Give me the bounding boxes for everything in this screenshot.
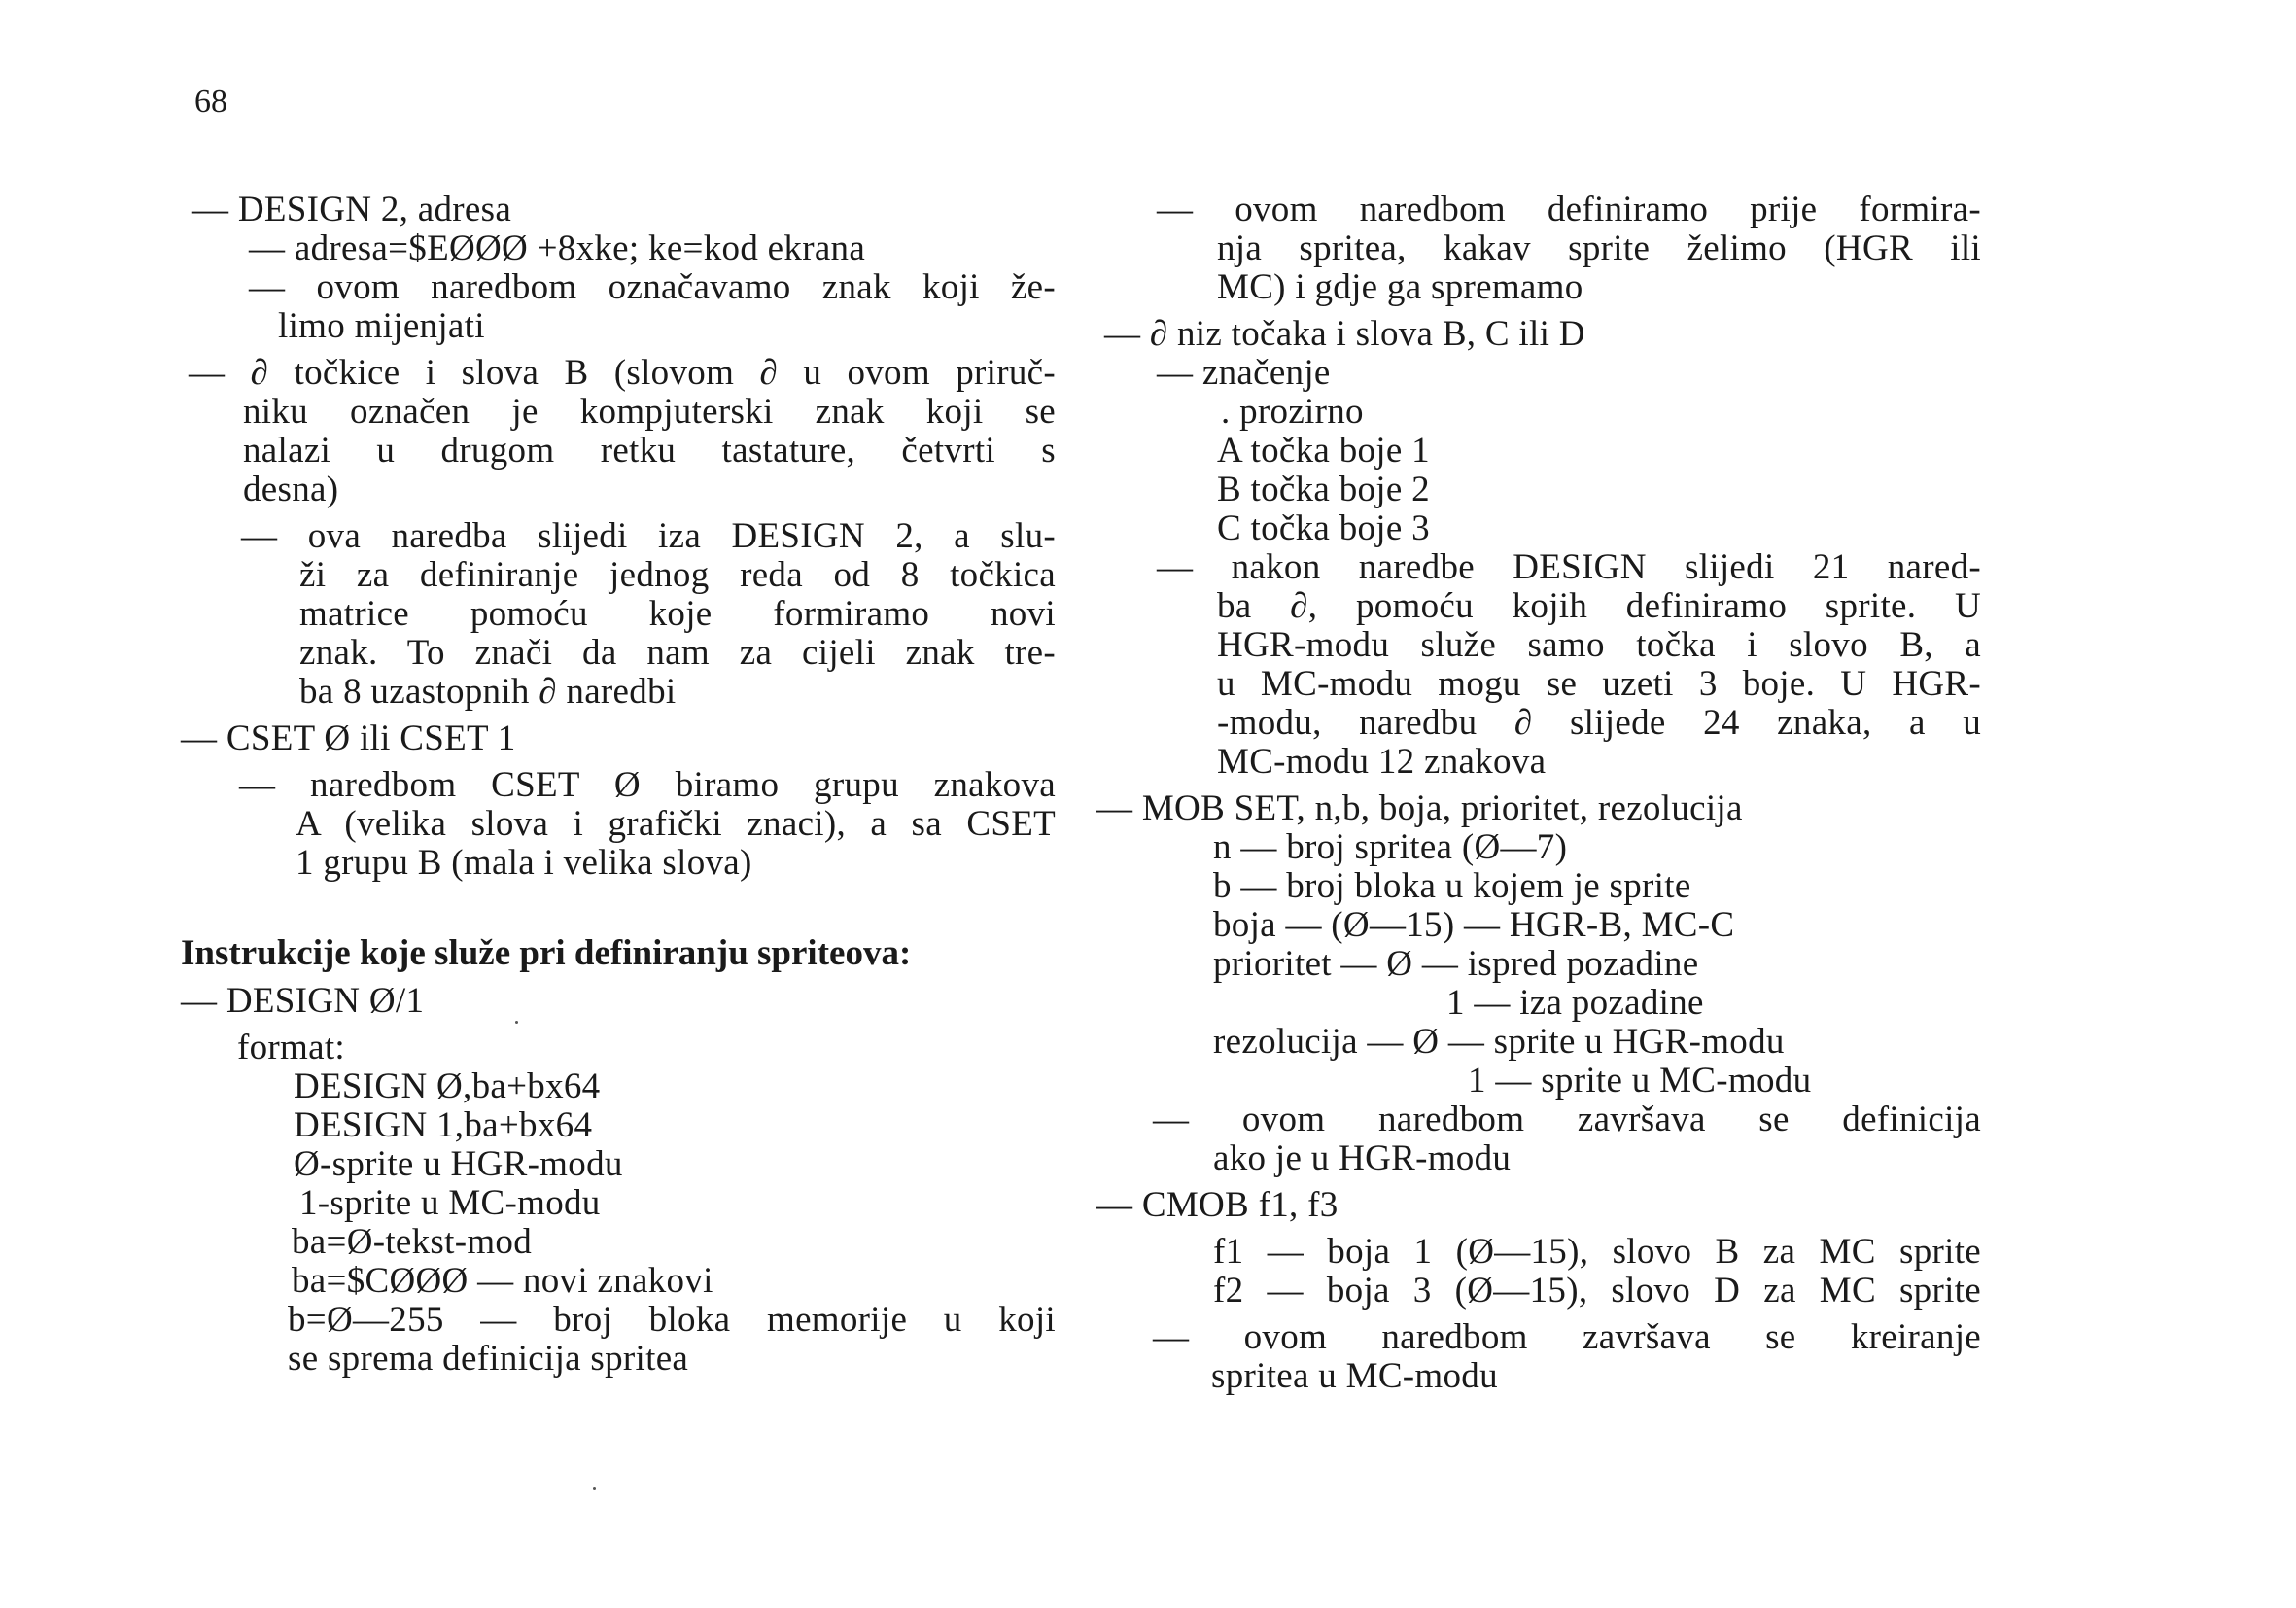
- text-line: n — broj spritea (Ø—7): [1213, 827, 1568, 867]
- text-line: nja spritea, kakav sprite želimo (HGR ili: [1217, 228, 1981, 268]
- text-line: ba=$CØØØ — novi znakovi: [292, 1261, 713, 1301]
- text-line: — ∂ točkice i slova B (slovom ∂ u ovom priruč-: [189, 353, 1056, 393]
- text-line: -modu, naredbu ∂ slijede 24 znaka, a u: [1217, 703, 1981, 743]
- text-line: 1 — sprite u MC-modu: [1468, 1061, 1812, 1101]
- text-line: ba 8 uzastopnih ∂ naredbi: [299, 672, 677, 712]
- text-line: f1 — boja 1 (Ø—15), slovo B za MC sprite: [1213, 1232, 1981, 1272]
- text-line: boja — (Ø—15) — HGR-B, MC-C: [1213, 905, 1735, 945]
- text-line: DESIGN Ø,ba+bx64: [294, 1066, 601, 1106]
- text-line: znak. To znači da nam za cijeli znak tre-: [299, 633, 1056, 673]
- text-line: nalazi u drugom retku tastature, četvrti s: [243, 431, 1056, 471]
- text-line: DESIGN 1,ba+bx64: [294, 1105, 593, 1145]
- text-line: MC-modu 12 znakova: [1217, 742, 1547, 782]
- text-line: niku označen je kompjuterski znak koji se: [243, 392, 1056, 432]
- speck: [593, 1487, 596, 1490]
- text-line: ži za definiranje jednog reda od 8 točkica: [299, 555, 1056, 595]
- text-line: — DESIGN Ø/1: [181, 981, 425, 1021]
- text-line: b — broj bloka u kojem je sprite: [1213, 866, 1691, 906]
- text-line: — ∂ niz točaka i slova B, C ili D: [1104, 314, 1585, 354]
- text-line: — MOB SET, n,b, boja, prioritet, rezolucija: [1096, 788, 1743, 828]
- text-line: Ø-sprite u HGR-modu: [294, 1144, 623, 1184]
- text-line: matrice pomoću koje formiramo novi: [299, 594, 1056, 634]
- text-line: HGR-modu služe samo točka i slovo B, a: [1217, 625, 1981, 665]
- text-line: spritea u MC-modu: [1211, 1356, 1498, 1396]
- text-line: 1 — iza pozadine: [1446, 983, 1704, 1023]
- text-line: — adresa=$EØØØ +8xke; ke=kod ekrana: [249, 228, 866, 268]
- text-line: C točka boje 3: [1217, 508, 1430, 548]
- text-line: 1-sprite u MC-modu: [299, 1183, 601, 1223]
- page-number: 68: [194, 84, 227, 120]
- text-line: u MC-modu mogu se uzeti 3 boje. U HGR-: [1217, 664, 1981, 704]
- text-line: — ovom naredbom završava se definicija: [1153, 1100, 1981, 1139]
- text-line: 1 grupu B (mala i velika slova): [296, 843, 752, 883]
- text-line: — CSET Ø ili CSET 1: [181, 718, 516, 758]
- text-line: prioritet — Ø — ispred pozadine: [1213, 944, 1699, 984]
- text-line: — ova naredba slijedi iza DESIGN 2, a slu-: [241, 516, 1056, 556]
- section-heading: Instrukcije koje služe pri definiranju spriteova:: [181, 933, 912, 973]
- text-line: — nakon naredbe DESIGN slijedi 21 nared-: [1157, 547, 1981, 587]
- text-line: B točka boje 2: [1217, 470, 1430, 509]
- text-line: MC) i gdje ga spremamo: [1217, 267, 1583, 307]
- text-line: A (velika slova i grafički znaci), a sa CSET: [296, 804, 1056, 844]
- text-line: b=Ø—255 — broj bloka memorije u koji: [288, 1300, 1056, 1340]
- text-line: A točka boje 1: [1217, 431, 1430, 471]
- text-line: format:: [237, 1028, 346, 1067]
- text-line: se sprema definicija spritea: [288, 1339, 689, 1379]
- text-line: — CMOB f1, f3: [1096, 1185, 1339, 1225]
- text-line: . prozirno: [1221, 392, 1364, 432]
- text-line: — ovom naredbom završava se kreiranje: [1153, 1317, 1981, 1357]
- text-line: — DESIGN 2, adresa: [192, 190, 512, 229]
- text-line: — naredbom CSET Ø biramo grupu znakova: [239, 765, 1056, 805]
- text-line: limo mijenjati: [278, 306, 485, 346]
- left-column: [181, 191, 1056, 1379]
- text-line: — značenje: [1157, 353, 1331, 393]
- right-column: [1096, 191, 1981, 1396]
- text-line: — ovom naredbom označavamo znak koji že-: [249, 267, 1056, 307]
- speck: [515, 1021, 518, 1024]
- text-line: desna): [243, 470, 339, 509]
- text-line: rezolucija — Ø — sprite u HGR-modu: [1213, 1022, 1785, 1062]
- text-line: ba=Ø-tekst-mod: [292, 1222, 533, 1262]
- text-line: ba ∂, pomoću kojih definiramo sprite. U: [1217, 586, 1981, 626]
- text-line: f2 — boja 3 (Ø—15), slovo D za MC sprite: [1213, 1271, 1981, 1311]
- text-line: — ovom naredbom definiramo prije formira-: [1157, 190, 1981, 229]
- text-line: ako je u HGR-modu: [1213, 1138, 1512, 1178]
